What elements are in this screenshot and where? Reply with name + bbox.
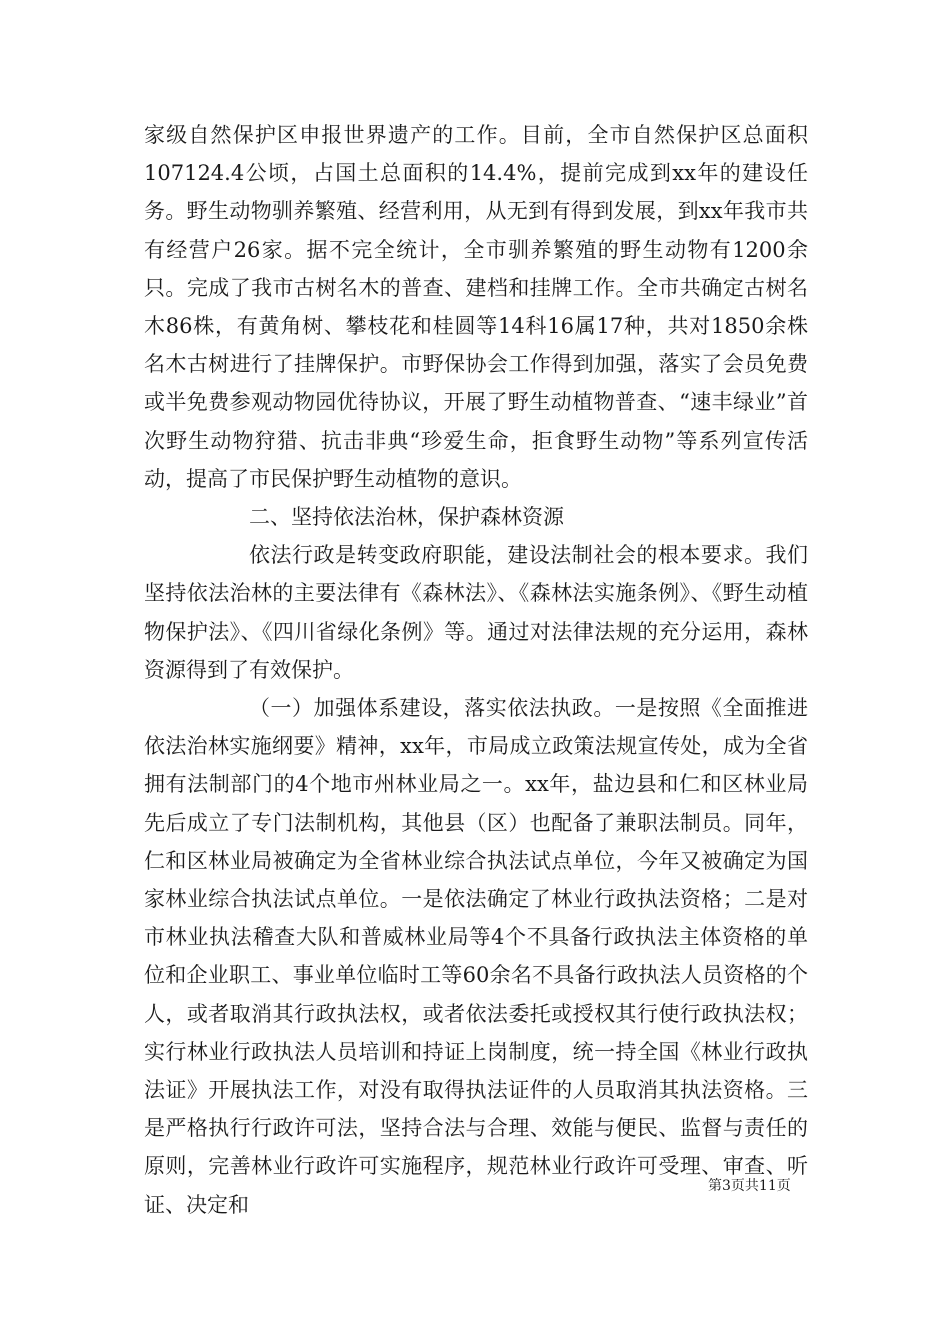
paragraph-rule-of-law: 依法行政是转变政府职能，建设法制社会的根本要求。我们坚持依法治林的主要法律有《森林法》、《森林法实施条例》、《野生动植物保护法》、《四川省绿化条例》等。通过对法律法规的充分运用，森林资源得到了有效保护。 <box>144 543 808 682</box>
paragraph-protected-areas: 家级自然保护区申报世界遗产的工作。目前，全市自然保护区总面积107124.4公顷，占国土总面积的14.4%，提前完成到xx年的建设任务。野生动物驯养繁殖、经营利用，从无到有得到发展，到xx年我市共有经营户26家。据不完全统计，全市驯养繁殖的野生动物有1200余只。完成了我市古树名木的普查、建档和挂牌工作。全市共确定古树名木86株，有黄角树、攀枝花和桂圆等14科16属17种，共对1850余株名木古树进行了挂牌保护。市野保协会工作得到加强，落实了会员免费或半免费参观动物园优待协议，开展了野生动植物普查、“速丰绿业”首次野生动物狩猎、抗击非典“珍爱生命，拒食野生动物”等系列宣传活动，提高了市民保护野生动植物的意识。 <box>144 123 808 491</box>
section-heading-2: 二、坚持依法治林，保护森林资源 <box>249 505 564 530</box>
page-number-footer: 第3页共11页 <box>708 1178 791 1194</box>
paragraph-system-building: （一）加强体系建设，落实依法执政。一是按照《全面推进依法治林实施纲要》精神，xx年，市局成立政策法规宣传处，成为全省拥有法制部门的4个地市州林业局之一。xx年，盐边县和仁和区林业局先后成立了专门法制机构，其他县（区）也配备了兼职法制员。同年，仁和区林业局被确定为全省林业综合执法试点单位，今年又被确定为国家林业综合执法试点单位。一是依法确定了林业行政执法资格；二是对市林业执法稽查大队和普威林业局等4个不具备行政执法主体资格的单位和企业职工、事业单位临时工等60余名不具备行政执法人员资格的个人，或者取消其行政执法权，或者依法委托或授权其行使行政执法权；实行林业行政执法人员培训和持证上岗制度，统一持全国《林业行政执法证》开展执法工作，对没有取得执法证件的人员取消其执法资格。三是严格执行行政许可法，坚持合法与合理、效能与便民、监督与责任的原则，完善林业行政许可实施程序，规范林业行政许可受理、审查、听证、决定和 <box>144 696 808 1217</box>
document-body <box>144 116 808 1224</box>
